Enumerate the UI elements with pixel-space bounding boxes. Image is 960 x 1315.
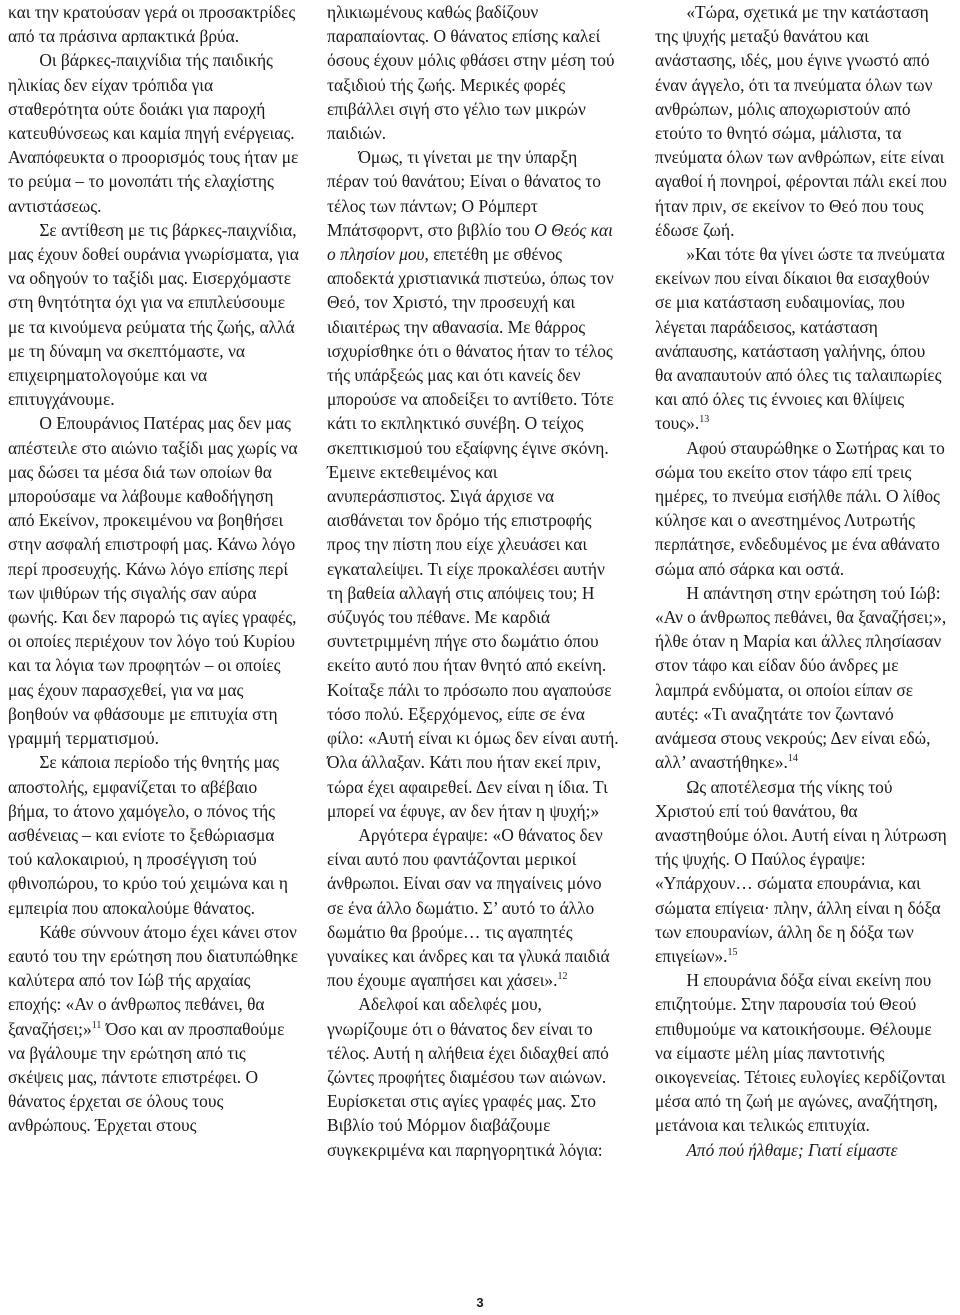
paragraph xyxy=(655,775,947,969)
paragraph: Σε αντίθεση με τις βάρκες-παιχνίδια, μας έχουν δοθεί ουράνια γνωρίσματα, για να οδηγούν το ταξίδι μας. Εισερχόμαστε στη θνητότητα όχι για να επιπλεύσουμε με τα κινούμενα ρεύματα τής ζωής, αλλά με τη δύναμη να σκεπτόμαστε, να επιχειρηματολογούμε και να επιτυγχάνουμε. xyxy=(8,219,299,410)
paragraph xyxy=(8,920,300,1138)
paragraph: Η επουράνια δόξα είναι εκείνη που επιζητούμε. Στην παρουσία τού Θεού επιθυμούμε να κατοικήσουμε. Θέλουμε να είμαστε μέλη μίας παντοτινής οικογενείας. Τέτοιες ευλογίες κερδίζονται μέσα από τη ζωή με αγώνες, αναζήτηση, μετάνοια και τελικώς επιτυχία. xyxy=(655,970,946,1136)
footnote-ref: 11 xyxy=(91,1019,102,1031)
footnote-ref: 15 xyxy=(727,946,738,958)
quote-paragraph xyxy=(655,242,947,436)
paragraph: Οι βάρκες-παιχνίδια τής παιδικής ηλικίας δεν είχαν τρόπιδα για σταθερότητα ούτε δοιάκι για παροχή κατευθύνσεως και καμία πηγή ενέργειας. Αναπόφευκτα ο προορισμός τους ήταν με το ρεύμα – το μονοπάτι τής ελαχίστης αντιστάσεως. xyxy=(8,50,299,216)
paragraph: ηλικιωμένους καθώς βαδίζουν παραπαίοντας. Ο θάνατος επίσης καλεί όσους έχουν μόλις φθάσει στην μέση τού ταξιδιού τής ζωής. Μερικές φορές επιβάλλει σιγή στο γέλιο των μικρών παιδιών. xyxy=(327,2,615,144)
footnote-ref: 14 xyxy=(787,753,798,765)
paragraph-text: Κάθε σύννουν άτομο έχει κάνει στον εαυτό του την ερώτηση που διατυπώθηκε καλύτερα από τον Ιώβ τής αρχαίας εποχής: «Αν ο άνθρωπος πεθάνει, θα ξαναζήσει;» xyxy=(8,921,299,1039)
paragraph: και την κρατούσαν γερά οι προσακτρίδες από τα πράσινα αρπακτικά βρύα. xyxy=(8,2,296,47)
paragraph: Αφού σταυρώθηκε ο Σωτήρας και το σώμα του εκείτο στον τάφο επί τρεις ημέρες, το πνεύμα εισήλθε πάλι. Ο λίθος κύλησε και ο ανεστημένος Λυτρωτής περπάτησε, ενδεδυμένος με ένα αθάνατο σώμα από σάρκα και οστά. xyxy=(655,437,945,579)
italic-text: Από πού ήλθαμε; Γιατί είμαστε xyxy=(686,1139,898,1160)
paragraph: Αδελφοί και αδελφές μου, γνωρίζουμε ότι ο θάνατος δεν είναι το τέλος. Αυτή η αλήθεια έχει διδαχθεί από ζώντες προφήτες διαμέσου των αιώνων. Ευρίσκεται στις αγίες γραφές μας. Στο Βιβλίο τού Μόρμον διαβάζουμε συγκεκριμένα και παρηγορητικά λόγια: xyxy=(327,994,609,1160)
paragraph xyxy=(655,581,947,775)
paragraph: Ο Επουράνιος Πατέρας μας δεν μας απέστειλε στο αιώνιο ταξίδι μας χωρίς να μας δώσει τα μέσα διά των οποίων θα μπορούσαμε να λάβουμε καθοδήγηση από Εκείνον, προκειμένου να βοηθήσει στην ασφαλή επιστροφή μας. Κάνω λόγο περί προσευχής. Κάνω λόγο επίσης περί των ψιθύρων τής σιγαλής σαν αύρα φωνής. Και δεν παρορώ τις αγίες γραφές, οι οποίες περιέχουν τον λόγο τού Κυρίου και τα λόγια των προφητών – οι οποίες μας έχουν παρασχεθεί, για να μας βοηθούν να φθάσουμε με επιτυχία στη γραμμή τερματισμού. xyxy=(8,413,298,749)
book-title: Ο Θεός και ο πλησίον μου xyxy=(327,219,613,265)
paragraph: Σε κάποια περίοδο τής θνητής μας αποστολής, εμφανίζεται το αβέβαιο βήμα, το άτονο χαμόγελο, ο πόνος τής ασθένειας – και ενίοτε το ξεθώριασμα τού καλοκαιριού, η προσέγγιση τού φθινοπώρου, το κρύο τού χειμώνα και η εμπειρία που αποκαλούμε θάνατος. xyxy=(8,752,288,918)
paragraph-text: »Και τότε θα γίνει ώστε τα πνεύματα εκείνων που είναι δίκαιοι θα εισαχθούν σε μια κατάσταση ευδαιμονίας, που λέγεται παράδεισος, κατάσταση ανάπαυσης, κατάσταση γαλήνης, όπου θα αναπαυτούν από όλες τις ταλαιπωρίες και από όλες τις έννοιες και θλίψεις τους». xyxy=(655,244,945,434)
paragraph-text: , επετέθη με σθένος αποδεκτά χριστιανικά πιστεύω, όπως τον Θεό, τον Χριστό, την προσευχή και ιδιαιτέρως την αθανασία. Με θάρρος ισχυρίσθηκε ότι ο θάνατος ήταν το τέλος τής υπάρξεώς μας και ότι κανείς δεν μπορούσε να αποδείξει το αντίθετο. Τότε κάτι το εκπληκτικό συνέβη. Ο τείχος σκεπτικισμού του εξαίφνης έγινε σκόνη. Έμεινε εκτεθειμένος και ανυπεράσπιστος. Σιγά άρχισε να αισθάνεται τον δρόμο τής επιστροφής προς την πίστη που είχε χλευάσει και εγκαταλείψει. Τι είχε προκαλέσει αυτήν τη βαθεία αλλαγή στις απόψεις του; Η σύζυγός του πέθανε. Με καρδιά συντετριμμένη πήγε στο δωμάτιο όπου εκείτο αυτό που ήταν θνητό από εκείνη. Κοίταξε πάλι το πρόσωπο που αγαπούσε τόσο πολύ. Εξερχόμενος, είπε σε ένα φίλο: «Αυτή είναι κι όμως δεν είναι αυτή. Όλα άλλαξαν. Κάτι που ήταν εκεί πριν, τώρα έχει αφαιρεθεί. Δεν είναι η ίδια. Τι μπορεί να έφυγε, αν δεν ήταν η ψυχή;» xyxy=(327,244,619,821)
text-column-3 xyxy=(655,0,947,1162)
paragraph-text: Όμως, τι γίνεται με την ύπαρξη πέραν τού θανάτου; Είναι ο θάνατος το τέλος των πάντων; Ο Ρόμπερτ Μπάτσφορντ, στο βιβλίο του xyxy=(327,147,601,240)
paragraph-text: Αργότερα έγραψε: «Ο θάνατος δεν είναι αυτό που φαντάζονται μερικοί άνθρωποι. Είναι σαν να πηγαίνεις μόνο σε ένα άλλο δωμάτιο. Σ’ αυτό το άλλο δωμάτιο θα βρούμε… τις αγαπητές γυναίκες και άνδρες και τα γλυκά παιδιά που έχουμε αγαπήσει και χάσει». xyxy=(327,824,610,991)
paragraph-text: Όσο και αν προσπαθούμε να βγάλουμε την ερώτηση από τις σκέψεις μας, πάντοτε επιστρέφει. Ο θάνατος έρχεται σε όλους τους ανθρώπους. Έρχεται στους xyxy=(8,1018,285,1136)
paragraph-text: Ως αποτέλεσμα τής νίκης τού Χριστού επί τού θανάτου, θα αναστηθούμε όλοι. Αυτή είναι η λύτρωση τής ψυχής. Ο Παύλος έγραψε: «Υπάρχουν… σώματα επουράνια, και σώματα επίγεια· πλην, άλλη είναι η δόξα των επουρανίων, άλλη δε η δόξα των επιγείων». xyxy=(655,776,947,966)
page-number: 3 xyxy=(476,1295,484,1310)
quote-paragraph: «Τώρα, σχετικά με την κατάσταση της ψυχής μεταξύ θανάτου και ανάστασης, ιδές, μου έγινε γνωστό από έναν άγγελο, ότι τα πνεύματα όλων των ανθρώπων, μόλις αποχωριστούν από ετούτο το θνητό σώμα, μάλιστα, τα πνεύματα όλων των ανθρώπων, είτε είναι αγαθοί ή πονηροί, φέρονται πάλι εκεί που ήταν πριν, σε εκείνον το Θεό που τους έδωσε ζωή. xyxy=(655,2,947,240)
italic-heading xyxy=(655,1138,947,1162)
paragraph xyxy=(327,145,619,823)
footnote-ref: 12 xyxy=(557,971,568,983)
paragraph xyxy=(327,823,619,992)
footnote-ref: 13 xyxy=(699,414,710,426)
text-column-2 xyxy=(327,0,619,1162)
paragraph-text: Η απάντηση στην ερώτηση τού Ιώβ: «Αν ο άνθρωπος πεθάνει, θα ξαναζήσει;», ήλθε όταν η Μαρία και άλλες πλησίασαν στον τάφο και είδαν δύο άνδρες με λαμπρά ενδύματα, οι οποίοι είπαν σε αυτές: «Τι αναζητάτε τον ζωντανό ανάμεσα στους νεκρούς; Δεν είναι εδώ, αλλ’ αναστήθηκε». xyxy=(655,582,947,773)
text-column-1 xyxy=(8,0,300,1138)
